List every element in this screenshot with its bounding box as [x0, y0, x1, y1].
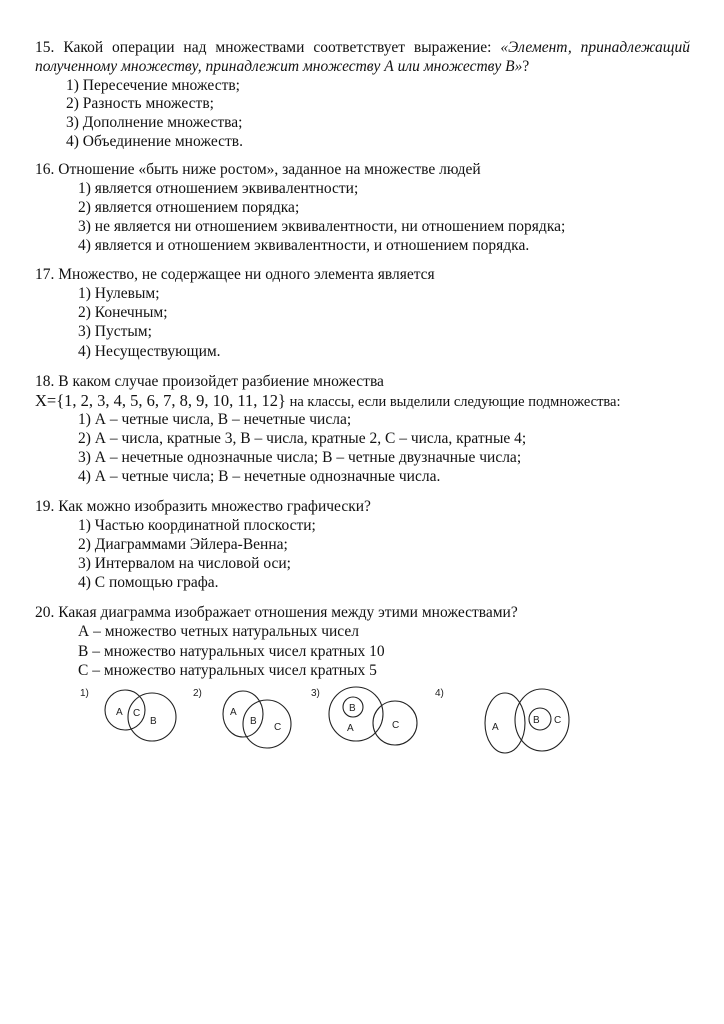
- question-text: Какой операции над множествами соответствует выражение:: [63, 39, 492, 56]
- question-quote: «Элемент, принадлежащий: [500, 39, 691, 56]
- answer-option[interactable]: 1) является отношением эквивалентности;: [78, 180, 359, 197]
- question-text: 17. Множество, не содержащее ни одного элемента является: [35, 266, 435, 283]
- set-label: C: [274, 722, 282, 733]
- set-label: B: [250, 716, 257, 727]
- set-label: B: [349, 703, 356, 714]
- set-label: A: [116, 707, 123, 718]
- set-label: C: [554, 715, 562, 726]
- answer-option[interactable]: 2) Разность множеств;: [66, 95, 214, 112]
- question-text: 20. Какая диаграмма изображает отношения между этими множествами?: [35, 604, 518, 621]
- answer-option[interactable]: 1) А – четные числа, В – нечетные числа;: [78, 411, 352, 428]
- answer-option[interactable]: 1) Нулевым;: [78, 285, 160, 302]
- diagram-2[interactable]: [193, 688, 291, 748]
- answer-option[interactable]: 3) Дополнение множества;: [66, 114, 243, 131]
- diagram-4[interactable]: [435, 688, 569, 753]
- answer-option[interactable]: 3) А – нечетные однозначные числа; В – четные двузначные числа;: [78, 449, 522, 466]
- set-label: A: [230, 707, 237, 718]
- answer-option[interactable]: 2) Диаграммами Эйлера-Венна;: [78, 536, 288, 553]
- set-description: В – множество натуральных чисел кратных 10: [78, 643, 385, 660]
- answer-option[interactable]: 4) является и отношением эквивалентности, и отношением порядка.: [78, 237, 530, 254]
- set-label: B: [533, 715, 540, 726]
- answer-option[interactable]: 3) Пустым;: [78, 323, 152, 340]
- answer-option[interactable]: 3) не является ни отношением эквивалентности, ни отношением порядка;: [78, 218, 566, 235]
- diagram-label: 2): [193, 688, 202, 699]
- set-circle-a: [223, 691, 263, 737]
- answer-option[interactable]: 1) Частью координатной плоскости;: [78, 517, 316, 534]
- diagram-label: 1): [80, 688, 89, 699]
- question-text: 16. Отношение «быть ниже ростом», заданное на множестве людей: [35, 161, 481, 178]
- set-description: С – множество натуральных чисел кратных 5: [78, 662, 377, 679]
- question-mark: ?: [522, 58, 530, 75]
- diagram-label: 4): [435, 688, 444, 699]
- question-text: 18. В каком случае произойдет разбиение множества: [35, 373, 384, 390]
- set-label: A: [347, 723, 354, 734]
- question-number: 15.: [35, 39, 55, 56]
- answer-option[interactable]: 2) является отношением порядка;: [78, 199, 300, 216]
- set-label: B: [150, 716, 157, 727]
- diagram-1[interactable]: [80, 688, 176, 741]
- answer-option[interactable]: 4) Объединение множеств.: [66, 133, 243, 150]
- answer-option[interactable]: 2) Конечным;: [78, 304, 168, 321]
- answer-option[interactable]: 4) С помощью графа.: [78, 574, 219, 591]
- set-definition: X={1, 2, 3, 4, 5, 6, 7, 8, 9, 10, 11, 12}: [35, 391, 286, 410]
- set-description: А – множество четных натуральных чисел: [78, 623, 359, 640]
- question-quote: полученному множеству, принадлежит множеству А или множеству В»: [35, 58, 523, 75]
- answer-option[interactable]: 2) А – числа, кратные 3, В – числа, кратные 2, С – числа, кратные 4;: [78, 430, 527, 447]
- diagram-3[interactable]: [311, 687, 417, 745]
- answer-option[interactable]: 4) А – четные числа; В – нечетные однозначные числа.: [78, 468, 441, 485]
- set-circle-a: [485, 693, 525, 753]
- answer-option[interactable]: 4) Несуществующим.: [78, 343, 221, 360]
- answer-option[interactable]: 1) Пересечение множеств;: [66, 77, 240, 94]
- diagram-label: 3): [311, 688, 320, 699]
- set-label: C: [392, 720, 400, 731]
- set-label: C: [133, 708, 141, 719]
- set-label: A: [492, 722, 499, 733]
- question-text: на классы, если выделили следующие подмножества:: [285, 394, 621, 410]
- question-text: 19. Как можно изобразить множество графически?: [35, 498, 371, 515]
- answer-option[interactable]: 3) Интервалом на числовой оси;: [78, 555, 291, 572]
